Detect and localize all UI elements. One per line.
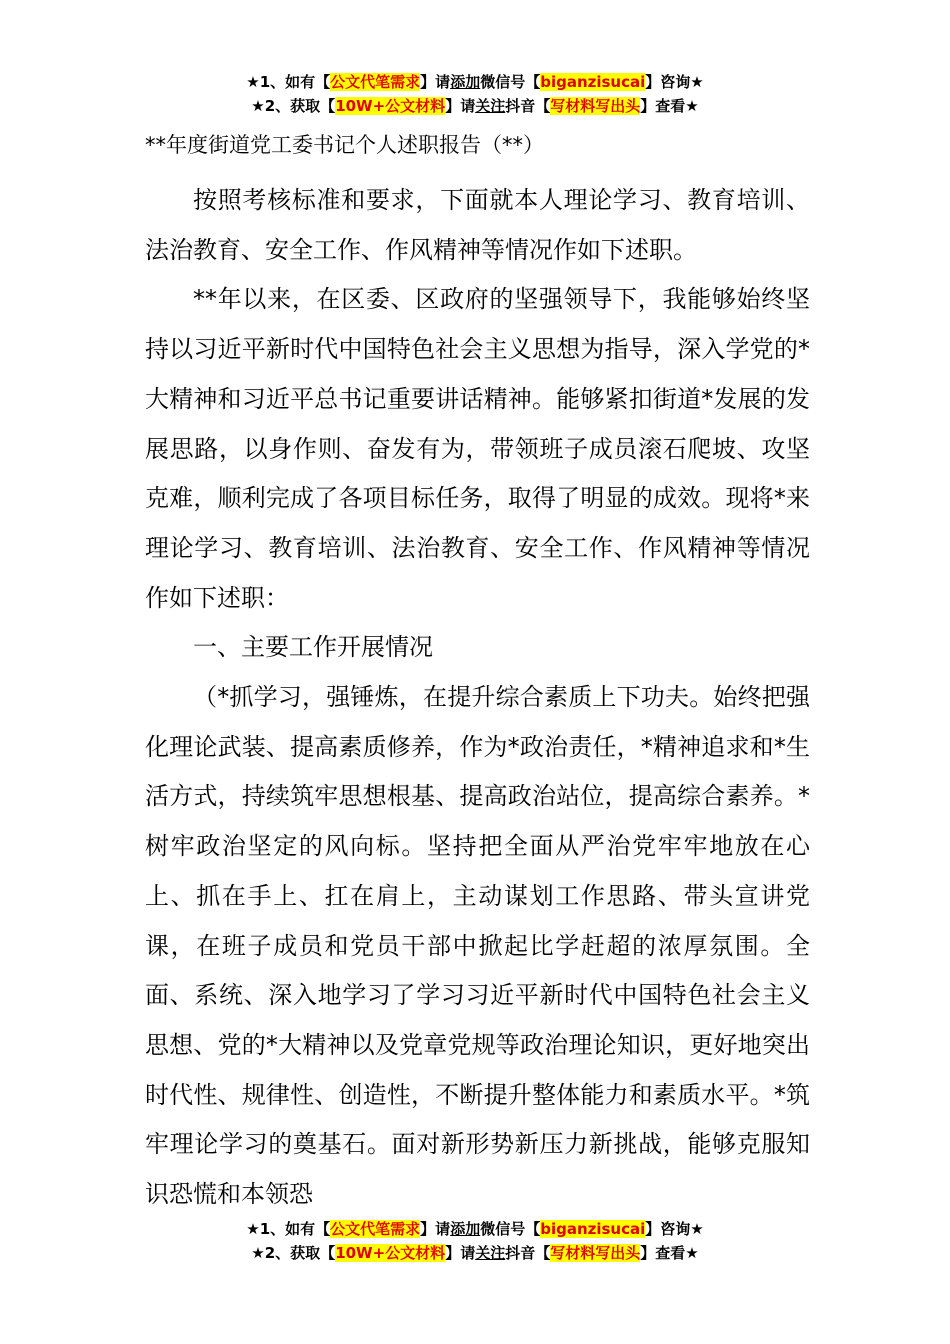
banner-line-2-highlight-materials: 10W+公文材料 bbox=[335, 97, 446, 115]
banner-line-1-prefix: ★1、如有【 bbox=[246, 73, 331, 91]
footer-line-2-prefix: ★2、获取【 bbox=[251, 1244, 336, 1262]
banner-line-1-highlight-service: 公文代笔需求 bbox=[330, 73, 421, 91]
footer-line-1-highlight-wechat: biganzisucai bbox=[540, 1220, 646, 1238]
footer-line-2-mid2: 抖音【 bbox=[505, 1244, 551, 1262]
footer-line-1-highlight-service: 公文代笔需求 bbox=[330, 1220, 421, 1238]
banner-line-1-highlight-wechat: biganzisucai bbox=[540, 73, 646, 91]
document-body bbox=[145, 128, 810, 1220]
banner-line-1-mid2: 微信号【 bbox=[480, 73, 541, 91]
footer-line-1-mid2: 微信号【 bbox=[480, 1220, 541, 1238]
footer-line-2-mid: 】请 bbox=[445, 1244, 476, 1262]
footer-line-2-highlight-douyin: 写材料写出头 bbox=[550, 1244, 641, 1262]
banner-line-2-highlight-douyin: 写材料写出头 bbox=[550, 97, 641, 115]
banner-line-1 bbox=[0, 70, 950, 94]
paragraph-study: （*抓学习，强锤炼，在提升综合素质上下功夫。始终把强化理论武装、提高素质修养，作为*政治责任，*精神追求和*生活方式，持续筑牢思想根基、提高政治站位，提高综合素养。*树牢政治坚定的风向标。坚持把全面从严治党牢牢地放在心上、抓在手上、扛在肩上，主动谋划工作思路、带头宣讲党课，在班子成员和党员干部中掀起比学赶超的浓厚氛围。全面、系统、深入地学习了学习习近平新时代中国特色社会主义思想、党的*大精神以及党章党规等政治理论知识，更好地突出时代性、规律性、创造性，不断提升整体能力和素质水平。*筑牢理论学习的奠基石。面对新形势新压力新挑战，能够克服知识恐慌和本领恐 bbox=[145, 683, 810, 1209]
banner-line-1-underlined: 添加 bbox=[450, 73, 481, 91]
footer-line-1-prefix: ★1、如有【 bbox=[246, 1220, 331, 1238]
banner-line-2-prefix: ★2、获取【 bbox=[251, 97, 336, 115]
banner-line-2-mid: 】请 bbox=[445, 97, 476, 115]
section-heading-main-work: 一、主要工作开展情况 bbox=[193, 633, 433, 662]
banner-line-2-mid2: 抖音【 bbox=[505, 97, 551, 115]
footer-banner-line-1 bbox=[0, 1217, 950, 1241]
footer-line-1-mid: 】请 bbox=[420, 1220, 451, 1238]
footer-line-2-underlined: 关注 bbox=[475, 1244, 506, 1262]
footer-line-2-highlight-materials: 10W+公文材料 bbox=[335, 1244, 446, 1262]
document-title: **年度街道党工委书记个人述职报告（**） bbox=[145, 133, 544, 157]
banner-line-1-mid: 】请 bbox=[420, 73, 451, 91]
header-banner bbox=[0, 70, 950, 118]
paragraph-intro: 按照考核标准和要求，下面就本人理论学习、教育培训、法治教育、安全工作、作风精神等情况作如下述职。 bbox=[145, 186, 810, 264]
banner-line-2-suffix: 】查看★ bbox=[640, 97, 699, 115]
footer-banner bbox=[0, 1217, 950, 1265]
footer-line-1-suffix: 】咨询★ bbox=[645, 1220, 704, 1238]
banner-line-2 bbox=[0, 94, 950, 118]
banner-line-1-suffix: 】咨询★ bbox=[645, 73, 704, 91]
footer-line-1-underlined: 添加 bbox=[450, 1220, 481, 1238]
banner-line-2-underlined: 关注 bbox=[475, 97, 506, 115]
footer-banner-line-2 bbox=[0, 1241, 950, 1265]
paragraph-overview: **年以来，在区委、区政府的坚强领导下，我能够始终坚持以习近平新时代中国特色社会主义思想为指导，深入学党的*大精神和习近平总书记重要讲话精神。能够紧扣街道*发展的发展思路，以身作则、奋发有为，带领班子成员滚石爬坡、攻坚克难，顺利完成了各项目标任务，取得了明显的成效。现将*来理论学习、教育培训、法治教育、安全工作、作风精神等情况作如下述职： bbox=[145, 285, 810, 612]
footer-line-2-suffix: 】查看★ bbox=[640, 1244, 699, 1262]
